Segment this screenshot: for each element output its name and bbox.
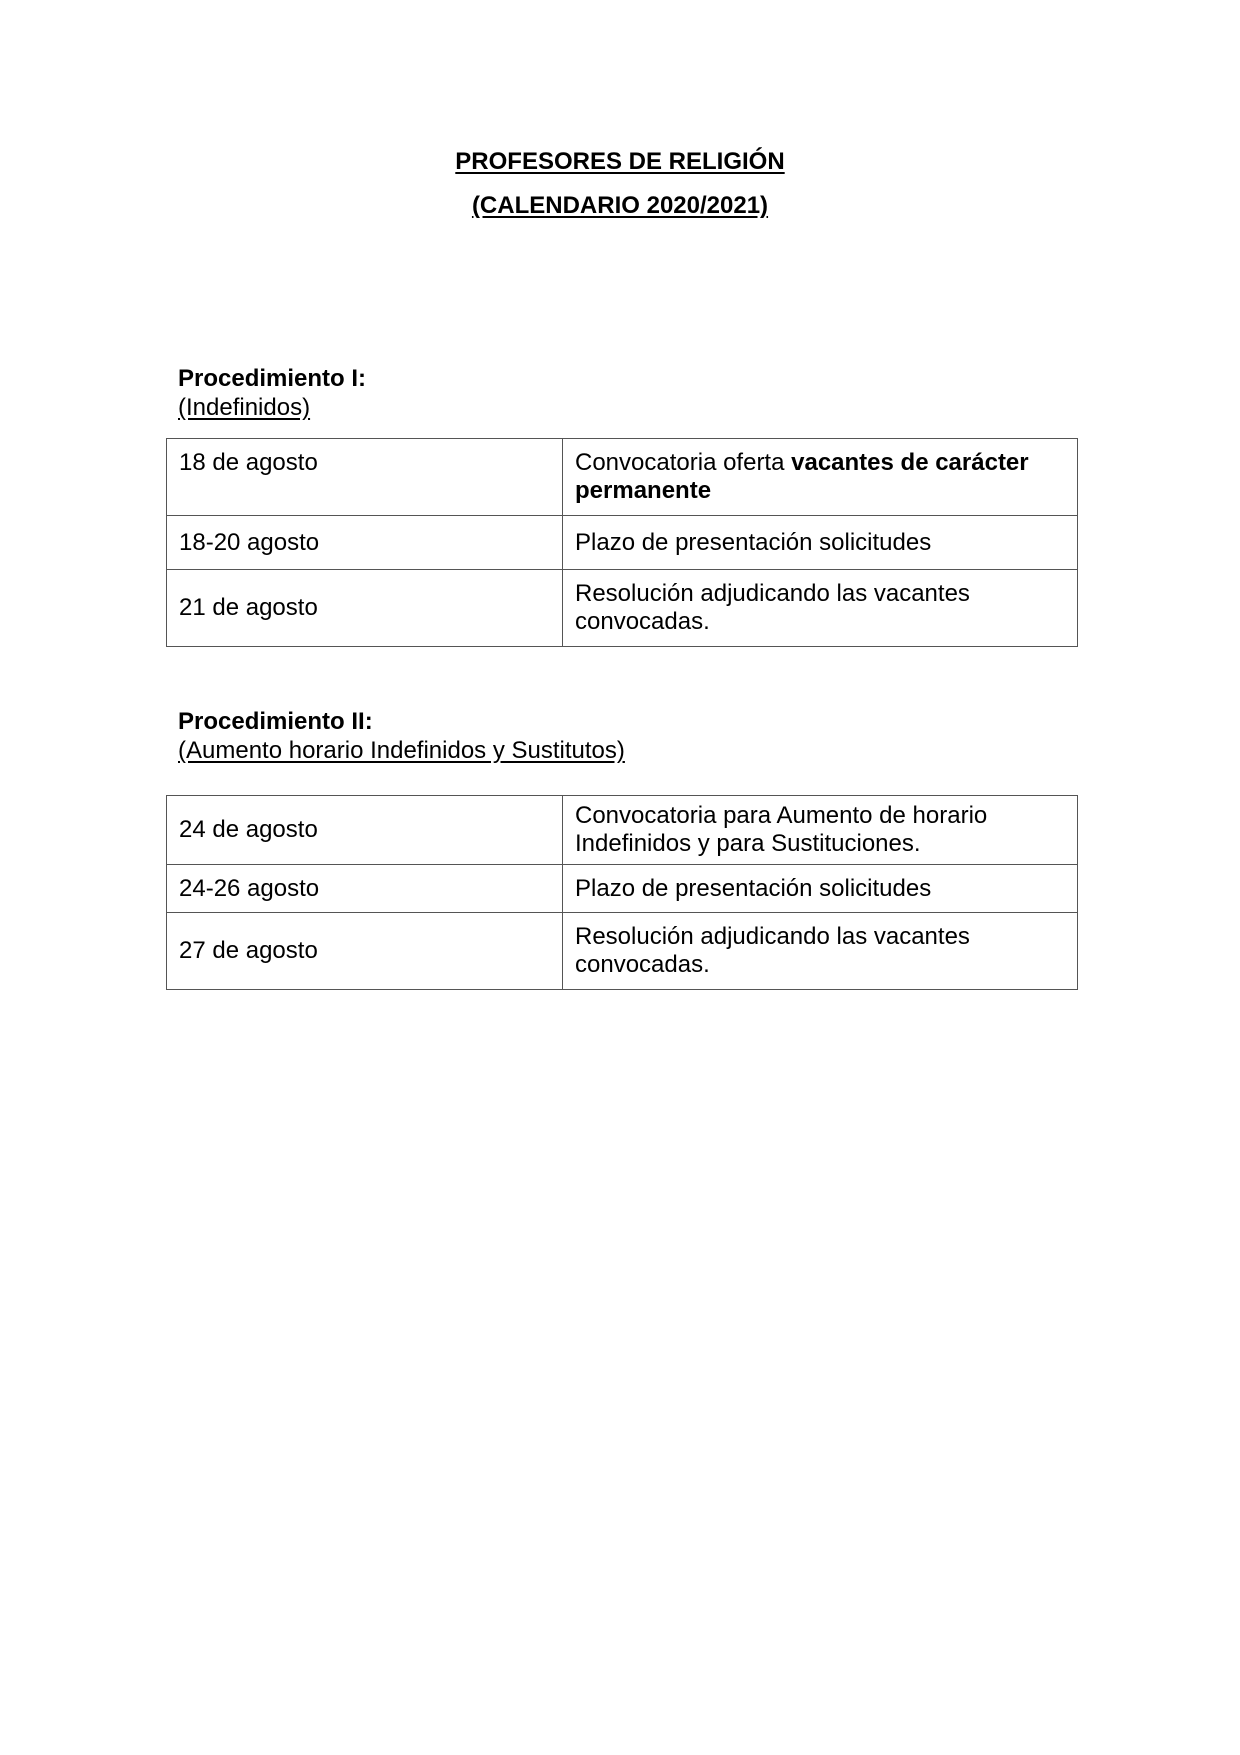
- title-line-1: PROFESORES DE RELIGIÓN: [455, 148, 785, 175]
- date-cell: 24 de agosto: [167, 796, 563, 865]
- table-row: [167, 865, 1078, 913]
- procedimiento-1-heading: Procedimiento I:: [178, 365, 367, 392]
- procedimiento-2-table: [166, 795, 1078, 990]
- table-row: [167, 516, 1078, 570]
- description-cell: Resolución adjudicando las vacantes convocadas.: [563, 913, 1078, 990]
- table-row: [167, 439, 1078, 516]
- description-cell: [563, 439, 1078, 516]
- description-cell: Resolución adjudicando las vacantes convocadas.: [563, 570, 1078, 647]
- date-cell: 24-26 agosto: [167, 865, 563, 913]
- date-cell: 21 de agosto: [167, 570, 563, 647]
- date-cell: 27 de agosto: [167, 913, 563, 990]
- title-line-2: (CALENDARIO 2020/2021): [471, 192, 769, 219]
- procedimiento-2-subheading: (Aumento horario Indefinidos y Sustitutos): [178, 737, 625, 764]
- date-cell: 18-20 agosto: [167, 516, 563, 570]
- procedimiento-1-table: [166, 438, 1078, 647]
- document-title: [0, 146, 1240, 222]
- procedimiento-2-heading: Procedimiento II:: [178, 708, 373, 735]
- procedimiento-1-subheading: (Indefinidos): [178, 394, 311, 421]
- procedimiento-2-section: [166, 707, 1076, 990]
- table-row: [167, 796, 1078, 865]
- description-text: Convocatoria oferta: [575, 449, 792, 476]
- description-cell: Plazo de presentación solicitudes: [563, 516, 1078, 570]
- table-row: [167, 570, 1078, 647]
- table-row: [167, 913, 1078, 990]
- description-cell: Convocatoria para Aumento de horario Indefinidos y para Sustituciones.: [563, 796, 1078, 865]
- description-cell: Plazo de presentación solicitudes: [563, 865, 1078, 913]
- date-cell: 18 de agosto: [167, 439, 563, 516]
- procedimiento-1-section: [166, 364, 1076, 647]
- description-bold-text: vacantes de carácter permanente: [575, 449, 1029, 504]
